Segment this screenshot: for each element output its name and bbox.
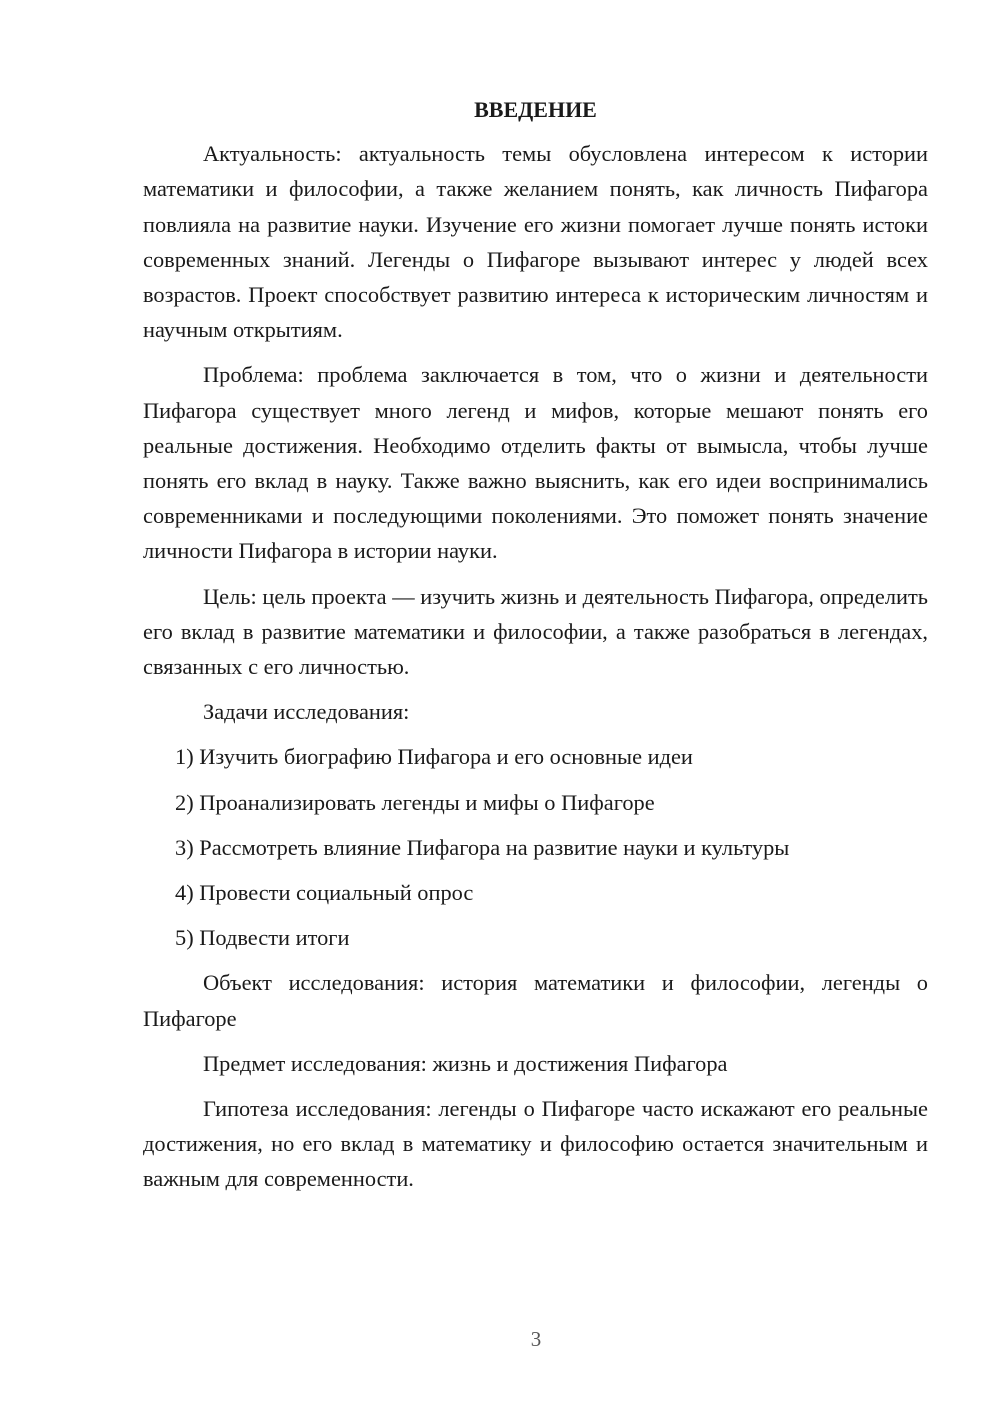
list-item: 1) Изучить биографию Пифагора и его основные идеи bbox=[175, 744, 693, 770]
list-item: 3) Рассмотреть влияние Пифагора на развитие науки и культуры bbox=[175, 834, 790, 860]
tasks-list bbox=[143, 739, 928, 955]
list-item: 4) Провести социальный опрос bbox=[175, 880, 474, 906]
list-item: 5) Подвести итоги bbox=[175, 925, 350, 951]
list-item: 2) Проанализировать легенды и мифы о Пифагоре bbox=[175, 789, 655, 815]
paragraph-relevance: Актуальность: актуальность темы обусловлена интересом к истории математики и философии, а также желанием понять, как личность Пифагора повлияла на развитие науки. Изучение его жизни помогает лучше понять истоки современных знаний. Легенды о Пифагоре вызывают интерес у людей всех возрастов. Проект способствует развитию интереса к историческим личностям и научным открытиям. bbox=[143, 141, 928, 343]
paragraph-problem: Проблема: проблема заключается в том, что о жизни и деятельности Пифагора существует много легенд и мифов, которые мешают понять его реальные достижения. Необходимо отделить факты от вымысла, чтобы лучше понять его вклад в науку. Также важно выяснить, как его идеи воспринимались современниками и последующими поколениями. Это поможет понять значение личности Пифагора в истории науки. bbox=[143, 362, 928, 564]
paragraph-object: Объект исследования: история математики и философии, легенды о Пифагоре bbox=[143, 970, 928, 1031]
paragraph-hypothesis: Гипотеза исследования: легенды о Пифагоре часто искажают его реальные достижения, но его вклад в математику и философию остается значительным и важным для современности. bbox=[143, 1096, 928, 1192]
section-title: ВВЕДЕНИЕ bbox=[474, 97, 597, 122]
document-page bbox=[143, 92, 928, 1207]
paragraph-subject: Предмет исследования: жизнь и достижения Пифагора bbox=[203, 1050, 728, 1076]
paragraph-goal: Цель: цель проекта — изучить жизнь и деятельность Пифагора, определить его вклад в развитие математики и философии, а также разобраться в легендах, связанных с его личностью. bbox=[143, 583, 928, 680]
tasks-heading: Задачи исследования: bbox=[203, 699, 410, 725]
page-number: 3 bbox=[530, 1327, 542, 1351]
